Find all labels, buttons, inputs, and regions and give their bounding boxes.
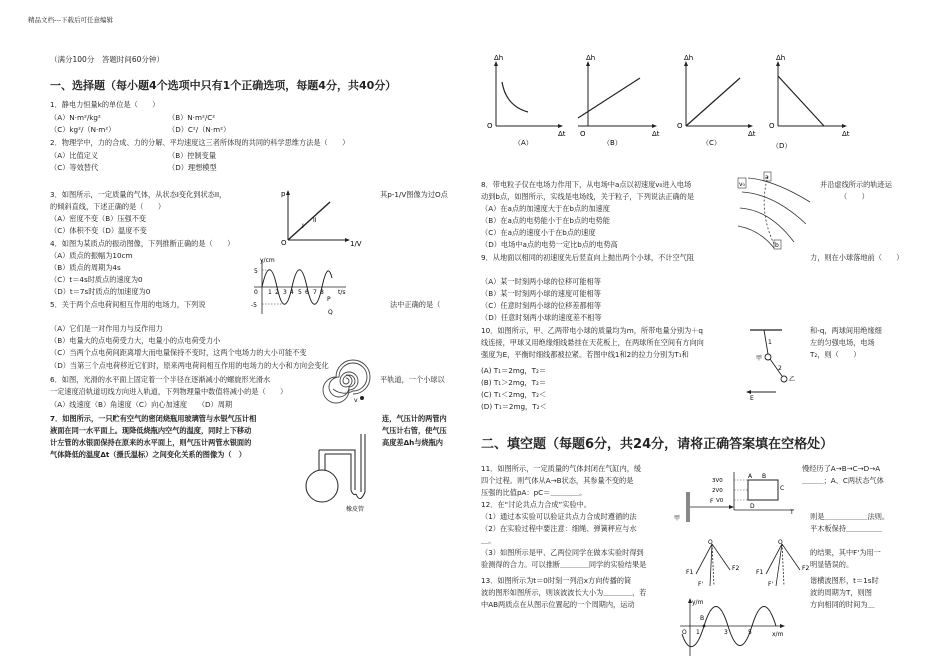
q13-x-label: x/m bbox=[772, 631, 784, 638]
q4-tick-8: 8 bbox=[320, 289, 324, 296]
q3-p-label: p bbox=[281, 190, 286, 198]
q2-option-b: （B）控制变量 bbox=[168, 151, 217, 160]
q4-tick-4: 4 bbox=[290, 289, 294, 296]
q8-trajectory bbox=[764, 176, 774, 244]
q7d-origin: O bbox=[769, 122, 775, 130]
q7c-caption: （C） bbox=[702, 139, 721, 147]
q7a-x-label: Δt bbox=[558, 130, 566, 138]
q10-line3: 强度为E，平衡时细线都被拉紧。若图中线1和2的拉力分别为T₁和 bbox=[481, 350, 689, 359]
q11-line1: 11．如图所示，一定质量的气体封闭在气缸内，缓 bbox=[481, 464, 642, 473]
q7b-y-label: Δh bbox=[586, 54, 596, 62]
q12-yi-f1-label: F1 bbox=[756, 569, 764, 576]
q12-yi-fprime-label: F' bbox=[768, 581, 774, 588]
q8-v0-label: v₀ bbox=[739, 181, 745, 188]
q3-process-line bbox=[288, 202, 330, 240]
q7d-x-label: Δt bbox=[842, 130, 850, 138]
q3-stem-right: 其p-1/V图像为过O点 bbox=[380, 190, 448, 199]
q7b-line bbox=[578, 78, 640, 118]
q4-option-b: （B）质点的周期为4s bbox=[50, 263, 121, 272]
q7-line1-right: 连，气压计的两管内 bbox=[382, 414, 447, 423]
q8-a-label: a bbox=[765, 174, 769, 181]
q7-line3-right: 高度差Δh与烧瓶内 bbox=[382, 438, 443, 447]
q13-origin: O bbox=[682, 629, 687, 636]
q7-graph-a bbox=[484, 56, 570, 146]
q12-line6-right: 明显错误的。 bbox=[810, 560, 854, 569]
q9-line1: 9．从地面以相同的初速度先后竖直向上抛出两个小球，不计空气阻 bbox=[481, 253, 695, 262]
q12-jia-fprime-label: F' bbox=[698, 581, 704, 588]
q4-point-q: Q bbox=[328, 309, 333, 316]
q8-field-line-1 bbox=[748, 178, 810, 202]
q4-vibration-graph bbox=[250, 256, 350, 318]
q13-wave bbox=[682, 607, 776, 647]
q5-option-a: （A）它们是一对作用力与反作用力 bbox=[50, 324, 163, 333]
q13-line3-right: 方向相同的时间为＿ bbox=[810, 600, 875, 609]
q4-point-p: P bbox=[327, 296, 331, 303]
q7a-caption: （A） bbox=[514, 139, 533, 147]
q9-option-a: （A）某一时刻两小球的位移可能相等 bbox=[481, 277, 601, 286]
q12-wall bbox=[686, 492, 690, 522]
q4-option-a: （A）质点的振幅为10cm bbox=[50, 251, 133, 260]
q12-line4: ＿。 bbox=[481, 536, 496, 545]
q4-origin: 0 bbox=[254, 289, 258, 296]
q1-option-d: （D）C²/（N·m²） bbox=[168, 125, 231, 134]
q7c-line bbox=[686, 78, 740, 126]
q11-2v0-label: 2V0 bbox=[712, 488, 723, 494]
q3-origin-label: O bbox=[281, 239, 287, 247]
q13-wave-graph bbox=[676, 596, 792, 660]
q6-stem-right: 平轨道，一个小球以 bbox=[380, 375, 445, 384]
q12-jia-f2 bbox=[712, 544, 730, 570]
q10-yi-label: 乙 bbox=[789, 376, 796, 383]
q11-line2: 四个过程。则气体从A→B状态，其参量不变的是 bbox=[481, 476, 634, 485]
q10-option-d: (D) T₁＝2mg，T₂＜ bbox=[481, 402, 547, 411]
q13-tick-5: 5 bbox=[748, 629, 752, 636]
q8-option-d: （D）电场中a点的电势一定比b点的电势高 bbox=[481, 240, 618, 249]
q4-y-label: y/cm bbox=[260, 257, 275, 264]
q11-a-label: A bbox=[748, 473, 753, 480]
q1-option-c: （C）kg²/（N·m²） bbox=[50, 125, 116, 134]
q10-thread-2-label: 2 bbox=[778, 365, 782, 372]
q7d-line bbox=[778, 76, 824, 126]
q5-option-b: （B）电量大的点电荷受力大，电量小的点电荷受力小 bbox=[50, 336, 221, 345]
q2-option-a: （A）比值定义 bbox=[50, 151, 99, 160]
q3-options-ab: （A）密度不变（B）压强不变 bbox=[50, 214, 147, 223]
q8-line2-right: （ ） bbox=[840, 192, 869, 201]
q8-option-b: （B）在a点的电势能小于在b点的电势能 bbox=[481, 216, 610, 225]
q7-line4: 气体降低的温度Δt（摄氏温标）之间变化关系的图像为（ ） bbox=[50, 450, 246, 459]
q3-v-label: 1/V bbox=[350, 240, 362, 248]
q11-line1-right: 慢经历了A→B→C→D→A bbox=[802, 464, 881, 473]
q7d-y-label: Δh bbox=[776, 54, 786, 62]
q7-rubber-hose bbox=[356, 492, 365, 499]
q12-wall-spring bbox=[672, 490, 736, 530]
q12-line2: （1）通过本实验可以验证共点力合成时遵循的法 bbox=[481, 512, 637, 521]
q4-bot-tick: -5 bbox=[251, 302, 257, 309]
q3-p-arrow bbox=[286, 190, 290, 195]
q8-b-label: b bbox=[775, 242, 779, 249]
q4-tick-7: 7 bbox=[313, 289, 317, 296]
q3-state-1-label: I bbox=[302, 223, 304, 230]
q5-stem: 5．关于两个点电荷间相互作用的电场力，下列说 bbox=[50, 300, 206, 309]
q11-line3: 压强的比值pA：pC＝＿＿＿＿。 bbox=[481, 488, 587, 497]
q10-line3-right: T₂，则（ ） bbox=[810, 350, 861, 359]
q13-y-label: y/m bbox=[692, 599, 704, 606]
q12-line3: （2）在实验过程中要注意：细绳、弹簧秤应与水 bbox=[481, 524, 637, 533]
q13-line1-right: 谐横波图形，t＝1s时 bbox=[810, 576, 879, 585]
q10-line1: 10．如图所示，甲、乙两带电小球的质量均为m，所带电量分别为＋q bbox=[481, 326, 703, 335]
q8-field-lines bbox=[734, 172, 820, 252]
q2-stem: 2．物理学中，力的合成、力的分解、平均速度这三者所体现的共同的科学思维方法是（ ） bbox=[50, 138, 350, 147]
q9-line1-right: 力，则在小球落地前（ ） bbox=[810, 253, 904, 262]
q12-yi-f2 bbox=[782, 544, 800, 570]
q7b-x-label: Δt bbox=[652, 130, 660, 138]
q10-option-b: (B) T₁＞2mg，T₂＝ bbox=[481, 378, 547, 387]
q8-line1-right: 并沿虚线所示的轨迹运 bbox=[820, 180, 892, 189]
q10-field-arrowhead bbox=[746, 390, 751, 394]
q7-flask-manometer bbox=[300, 420, 382, 512]
q7b-x-arrow bbox=[652, 124, 657, 128]
page-header: 精品文档---下载后可任意编辑 bbox=[28, 16, 114, 24]
q4-t-label: t/s bbox=[338, 289, 346, 296]
q12-line1: 12．在“讨论共点力合成”实验中。 bbox=[481, 500, 592, 509]
q12-jia-f1-label: F1 bbox=[686, 569, 694, 576]
q10-hanging-balls bbox=[742, 326, 806, 402]
q10-jia-label: 甲 bbox=[756, 355, 763, 362]
q10-line2-right: 左的匀强电场，电场 bbox=[810, 338, 875, 347]
q12-line5: （3）如图所示是甲、乙两位同学在做本实验时得到 bbox=[481, 548, 644, 557]
q7-line1: 7．如图所示，一只贮有空气的密闭烧瓶用玻璃管与水银气压计相 bbox=[50, 414, 257, 423]
q7-graph-b bbox=[578, 56, 664, 146]
q7-hose-label: 橡皮管 bbox=[346, 506, 365, 513]
q4-top-tick: 5 bbox=[254, 268, 258, 275]
q7a-curve bbox=[502, 82, 528, 112]
q12-yi-f2-label: F2 bbox=[802, 565, 810, 572]
q12-line2-right: 则是＿＿＿＿＿＿法则。 bbox=[810, 512, 890, 521]
q8-field-line-4 bbox=[738, 226, 774, 248]
section-2-title: 二、填空题（每题6分，共24分，请将正确答案填在空格处） bbox=[481, 437, 834, 452]
q7b-caption: （B） bbox=[603, 139, 622, 147]
q9-option-c: （C）任意时刻两小球的位移差都相等 bbox=[481, 301, 602, 310]
q7-bend bbox=[351, 490, 356, 495]
q4-option-c: （C）t＝4s时质点的速度为0 bbox=[50, 275, 143, 284]
q13-line2-right: 波的周期为T，则图 bbox=[810, 588, 872, 597]
q10-e-label: E bbox=[750, 395, 754, 402]
q12-line3-right: 平木板保持＿＿＿＿＿ bbox=[810, 524, 882, 533]
q6-line2: 一定速度沿轨道切线方向进入轨道，下列物理量中数值将减小的是（ ） bbox=[50, 387, 288, 396]
q10-option-a: (A) T₁＝2mg，T₂＝ bbox=[481, 366, 547, 375]
q12-jia-f1 bbox=[696, 544, 712, 574]
q5-option-d: （D）当第三个点电荷移近它们时，原来两电荷间相互作用的电场力的大小和方向会变化 bbox=[50, 361, 329, 370]
q7c-origin: O bbox=[677, 122, 683, 130]
q10-ball-yi bbox=[781, 376, 787, 382]
q7d-x-arrow bbox=[842, 124, 847, 128]
q7-flask bbox=[306, 470, 338, 502]
q13-line1: 13．如图所示为t＝0时刻一列沿x方向传播的简 bbox=[481, 576, 632, 585]
q7-line3: 计左管的水银面保持在原来的水平面上，则气压计两管水银面的 bbox=[50, 438, 252, 447]
q10-option-c: (C) T₁＜2mg，T₂＜ bbox=[481, 390, 547, 399]
q12-jia-f2-label: F2 bbox=[732, 565, 740, 572]
q7c-y-label: Δh bbox=[684, 54, 694, 62]
q12-line6: 验测得的合力。可以推断＿＿＿＿同学的实验结果是 bbox=[481, 560, 647, 569]
q11-3v0-label: 3V0 bbox=[712, 478, 723, 484]
q12-yi-f bbox=[782, 544, 784, 586]
q1-stem: 1．静电力恒量k的单位是（ ） bbox=[50, 100, 160, 109]
q10-line1-right: 和-q，两球间用绝缘细 bbox=[810, 326, 882, 335]
q6-spiral-track bbox=[318, 358, 374, 404]
q7-graph-c bbox=[674, 56, 760, 146]
q6-ball bbox=[360, 396, 364, 400]
q12-yi-o: O bbox=[778, 539, 783, 546]
q4-tick-1: 1 bbox=[268, 289, 272, 296]
q4-tick-3: 3 bbox=[283, 289, 287, 296]
q3-options-cd: （C）体积不变（D）温度不变 bbox=[50, 226, 147, 235]
q12-jia-o: O bbox=[708, 539, 713, 546]
q10-thread-1-label: 1 bbox=[768, 339, 772, 346]
q13-tick-3: 3 bbox=[724, 629, 728, 636]
q7b-origin: O bbox=[580, 130, 586, 138]
q7a-x-arrow bbox=[558, 124, 563, 128]
q13-line3: 中AB两质点在从图示位置起的一个周期内，运动 bbox=[481, 600, 635, 609]
q13-b-label: B bbox=[700, 615, 705, 622]
q7-line2: 液面在同一水平面上。现降低烧瓶内空气的温度，同时上下移动 bbox=[50, 426, 252, 435]
q11-v0-label: V0 bbox=[716, 498, 724, 504]
q6-v-label: v bbox=[354, 397, 358, 404]
exam-meta: （满分100分 答题时间60分钟） bbox=[50, 55, 164, 64]
q11-c-label: C bbox=[780, 485, 785, 492]
q8-field-line-2 bbox=[742, 192, 806, 224]
q8-line2: 动到b点，如图所示，实线是电场线，关于粒子，下列说法正确的是 bbox=[481, 192, 695, 201]
q12-parallelogram-results bbox=[686, 540, 816, 590]
q8-option-c: （C）在a点的速度小于在b点的速度 bbox=[481, 228, 596, 237]
q5-stem-right: 法中正确的是（ bbox=[390, 300, 441, 309]
q11-cycle-rect bbox=[748, 480, 778, 500]
q3-line2: 的倾斜直线，下述正确的是（ ） bbox=[50, 202, 166, 211]
q6-stem: 6．如图，光滑的水平面上固定着一个半径在逐渐减小的螺旋形光滑水 bbox=[50, 375, 271, 384]
q7-graph-d bbox=[766, 56, 856, 150]
q12-rope-arrow bbox=[729, 505, 734, 509]
q3-stem: 3．如图所示，一定质量的气体，从状态I变化到状态II， bbox=[50, 190, 227, 199]
q4-option-d: （D）t＝7s时质点的加速度为0 bbox=[50, 287, 151, 296]
q5-option-c: （C）当两个点电荷间距离增大而电量保持不变时，这两个电场力的大小可能不变 bbox=[50, 348, 307, 357]
q12-f-label: F bbox=[710, 498, 714, 505]
q7-line2-right: 气压计右管，使气压 bbox=[382, 426, 447, 435]
q7a-y-label: Δh bbox=[494, 54, 504, 62]
q4-tick-2: 2 bbox=[275, 289, 279, 296]
q2-option-d: （D）理想模型 bbox=[168, 163, 217, 172]
q4-stem: 4．如图为某质点的振动图像，下列推断正确的是（ ） bbox=[50, 239, 235, 248]
q8-line1: 8．带电粒子仅在电场力作用下，从电场中a点以初速度v₀进入电场 bbox=[481, 180, 692, 189]
q13-tick-1: 1 bbox=[696, 629, 700, 636]
q11-t-label: T bbox=[790, 509, 794, 516]
q10-line2: 线连接，甲球又用绝缘细线悬挂在天花板上，在两球所在空间有方向向 bbox=[481, 338, 704, 347]
q11-d-label: D bbox=[750, 503, 755, 510]
q13-point-b bbox=[703, 625, 706, 628]
q3-p-inverse-v-graph bbox=[278, 188, 368, 248]
q4-tick-5: 5 bbox=[298, 289, 302, 296]
q1-option-b: （B）N·m²/C² bbox=[168, 113, 216, 122]
q12-line5-right: 的结果，其中F'为用一 bbox=[810, 548, 881, 557]
q7c-x-label: Δt bbox=[748, 130, 756, 138]
q7d-caption: （D） bbox=[772, 142, 792, 150]
q12-jia-fprime bbox=[710, 544, 712, 586]
q12-jia-wall-label: 甲 bbox=[674, 515, 681, 522]
q2-option-c: （C）等效替代 bbox=[50, 163, 99, 172]
q8-option-a: （A）在a点的加速度大于在b点的加速度 bbox=[481, 204, 610, 213]
q6-options: （A）线速度（B）角速度（C）向心加速度 （D）周期 bbox=[50, 400, 233, 409]
q11-line2-right: ＿＿＿；A、C两状态气体 bbox=[802, 476, 884, 485]
q11-b-label: B bbox=[762, 473, 767, 480]
section-1-title: 一、选择题（每小题4个选项中只有1个正确选项，每题4分，共40分） bbox=[50, 79, 397, 92]
q3-state-2-label: II bbox=[313, 217, 317, 224]
q7c-x-arrow bbox=[748, 124, 753, 128]
q1-option-a: （A）N·m²/kg² bbox=[50, 113, 101, 122]
q4-tick-6: 6 bbox=[305, 289, 309, 296]
q9-option-d: （D）任意时刻两小球的速度差不相等 bbox=[481, 313, 602, 322]
q7a-origin: O bbox=[487, 122, 493, 130]
q13-line2: 波的图形如图所示，则该波波长大小为＿＿＿＿，若 bbox=[481, 588, 647, 597]
q13-x-arrow bbox=[780, 624, 785, 628]
q9-option-b: （B）某一时刻两小球的速度可能相等 bbox=[481, 289, 601, 298]
q12-jia-f bbox=[712, 544, 714, 586]
